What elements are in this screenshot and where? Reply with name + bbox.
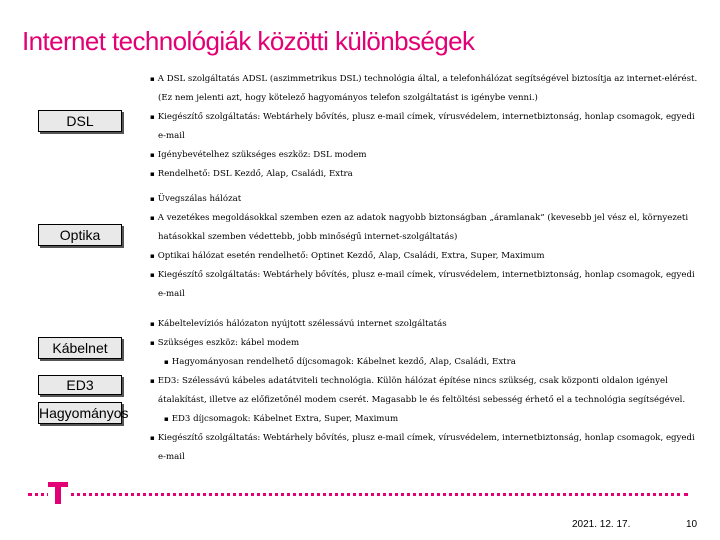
optika-bullet: ▪ Kiegészítő szolgáltatás: Webtárhely bővítés, plusz e-mail címek, vírusvédelem, internetbiztonság, honlap csomagok, egyedi e-mail <box>150 270 695 299</box>
bullet-icon: ▪ <box>150 214 155 222</box>
optika-bullet: ▪ A vezetékes megoldásokkal szemben ezen az adatok nagyobb biztonságban „áramlanak” (kevesebb jel vész el, környezeti hatásokkal szemben védettebb, jobb minőségű internet-szolgáltatás) <box>150 213 689 242</box>
optika-label-box <box>38 224 122 246</box>
hagyomanyos-label-box <box>38 402 129 424</box>
bullet-icon: ▪ <box>164 415 169 423</box>
dsl-bullet-list <box>150 70 698 184</box>
bullet-icon: ▪ <box>150 75 155 83</box>
dsl-bullet: ▪ A DSL szolgáltatás ADSL (aszimmetrikus DSL) technológia által, a telefonhálózat segítségével biztosítja az internet-elérést. (Ez nem jelenti azt, hogy kötelező hagyományos telefon szolgáltatást is igénybe venni.) <box>150 74 698 103</box>
kabel-bullet: ▪ Szükséges eszköz: kábel modem <box>150 338 300 348</box>
dsl-label: DSL <box>66 113 94 129</box>
dsl-bullet: ▪ Kiegészítő szolgáltatás: Webtárhely bővítés, plusz e-mail címek, vírusvédelem, internetbiztonság, honlap csomagok, egyedi e-mail <box>150 112 695 141</box>
kabelnet-label-box <box>38 337 122 359</box>
ed3-label: ED3 <box>66 377 94 393</box>
kabel-bullet: ▪ Kábeltelevíziós hálózaton nyújtott szélessávú internet szolgáltatás <box>150 319 447 329</box>
kabel-bullet: ▪ ED3: Szélessávú kábeles adatátviteli technológia. Külön hálózat építése nincs szükség, csak központi oldalon igényel átalakítást, illetve az előfizetőnél modem cserét. Magasabb le és feltöltési sebesség érhető el a technológia segítségével. <box>150 376 686 405</box>
optika-bullet: ▪ Üvegszálas hálózat <box>150 194 242 204</box>
hagyomanyos-label: Hagyományos <box>39 405 129 421</box>
bullet-icon: ▪ <box>150 195 155 203</box>
slide-title: Internet technológiák közötti különbségek <box>22 26 475 56</box>
kabel-sub-bullet: ▪ Hagyományosan rendelhető díjcsomagok: Kábelnet kezdő, Alap, Családi, Extra <box>164 357 516 367</box>
kabel-bullet: ▪ Kiegészítő szolgáltatás: Webtárhely bővítés, plusz e-mail címek, vírusvédelem, internetbiztonság, honlap csomagok, egyedi e-mail <box>150 433 695 462</box>
optika-label: Optika <box>59 227 101 243</box>
bullet-icon: ▪ <box>150 320 155 328</box>
optika-bullet: ▪ Optikai hálózat esetén rendelhető: Optinet Kezdő, Alap, Családi, Extra, Super, Maximum <box>150 251 545 261</box>
bullet-icon: ▪ <box>150 377 155 385</box>
bullet-icon: ▪ <box>150 252 155 260</box>
bullet-icon: ▪ <box>150 170 155 178</box>
bullet-icon: ▪ <box>150 113 155 121</box>
bullet-icon: ▪ <box>150 434 155 442</box>
optika-bullet-list <box>150 190 698 304</box>
bullet-icon: ▪ <box>164 358 169 366</box>
bullet-icon: ▪ <box>150 339 155 347</box>
page-number: 10 <box>686 519 698 530</box>
kabelnet-label: Kábelnet <box>52 340 108 356</box>
dsl-bullet: ▪ Igénybevételhez szükséges eszköz: DSL modem <box>150 150 367 160</box>
bullet-icon: ▪ <box>150 151 155 159</box>
telekom-t-logo-icon <box>48 482 68 504</box>
bullet-icon: ▪ <box>150 271 155 279</box>
kabel-sub-bullet: ▪ ED3 díjcsomagok: Kábelnet Extra, Super, Maximum <box>164 414 399 424</box>
dsl-bullet: ▪ Rendelhető: DSL Kezdő, Alap, Családi, Extra <box>150 169 353 179</box>
dsl-label-box <box>38 110 122 132</box>
kabel-bullet-list <box>150 315 698 467</box>
ed3-label-box <box>38 375 122 395</box>
footer-date: 2021. 12. 17. <box>572 519 631 530</box>
footer-dotted-line <box>28 493 688 496</box>
